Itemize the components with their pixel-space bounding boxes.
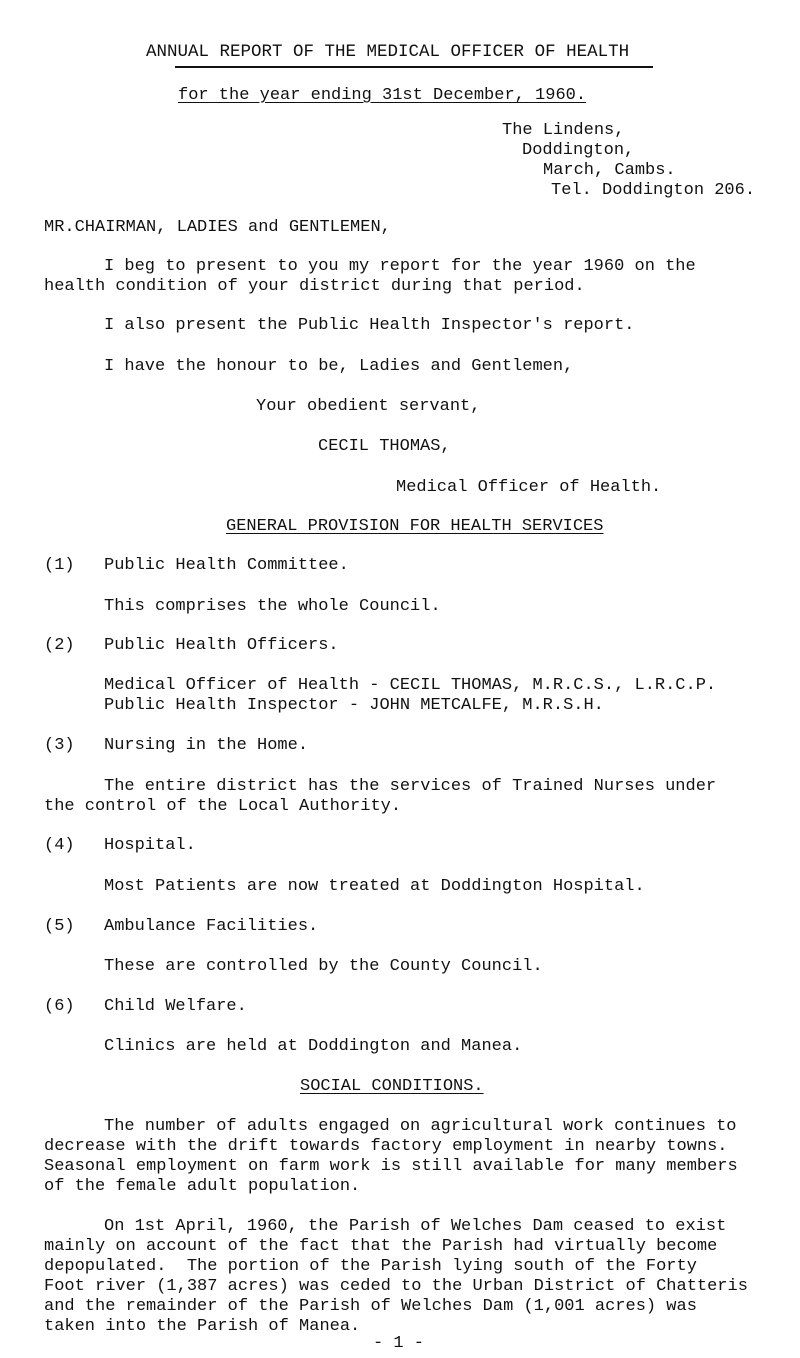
body-paragraph: of the female adult population. xyxy=(44,1177,361,1196)
item-title: Hospital. xyxy=(104,836,196,855)
body-paragraph: decrease with the drift towards factory employment in nearby towns. xyxy=(44,1137,728,1156)
item-number: (4) xyxy=(44,836,75,855)
signature-position: Medical Officer of Health. xyxy=(396,478,662,497)
item-body: Medical Officer of Health - CECIL THOMAS, M.R.C.S., L.R.C.P. xyxy=(104,676,717,695)
body-paragraph: mainly on account of the fact that the Parish had virtually become xyxy=(44,1237,718,1256)
body-paragraph: Foot river (1,387 acres) was ceded to the Urban District of Chatteris xyxy=(44,1277,748,1296)
item-number: (5) xyxy=(44,917,75,936)
section-heading: GENERAL PROVISION FOR HEALTH SERVICES xyxy=(226,517,604,536)
letter-paragraph: health condition of your district during that period. xyxy=(44,277,585,296)
letter-paragraph: I beg to present to you my report for the year 1960 on the xyxy=(104,257,696,276)
body-paragraph: Seasonal employment on farm work is still available for many members xyxy=(44,1157,738,1176)
letter-paragraph: I also present the Public Health Inspector's report. xyxy=(104,316,635,335)
address-line: Tel. Doddington 206. xyxy=(551,181,756,200)
item-body: This comprises the whole Council. xyxy=(104,597,441,616)
page-number: - 1 - xyxy=(373,1334,425,1353)
item-body: the control of the Local Authority. xyxy=(44,797,402,816)
address-line: Doddington, xyxy=(522,141,635,160)
item-number: (3) xyxy=(44,736,75,755)
item-number: (2) xyxy=(44,636,75,655)
item-body: These are controlled by the County Council. xyxy=(104,957,543,976)
body-paragraph: On 1st April, 1960, the Parish of Welches Dam ceased to exist xyxy=(104,1217,727,1236)
body-paragraph: depopulated. The portion of the Parish lying south of the Forty xyxy=(44,1257,697,1276)
item-body: Public Health Inspector - JOHN METCALFE, M.R.S.H. xyxy=(104,696,604,715)
address-line: The Lindens, xyxy=(502,121,625,140)
item-body: The entire district has the services of Trained Nurses under xyxy=(104,777,717,796)
item-title: Child Welfare. xyxy=(104,997,247,1016)
item-title: Public Health Officers. xyxy=(104,636,339,655)
item-body: Clinics are held at Doddington and Manea. xyxy=(104,1037,523,1056)
item-title: Nursing in the Home. xyxy=(104,736,309,755)
signature-name: CECIL THOMAS, xyxy=(318,437,451,456)
body-paragraph: and the remainder of the Parish of Welches Dam (1,001 acres) was xyxy=(44,1297,697,1316)
item-title: Public Health Committee. xyxy=(104,556,349,575)
section-heading: SOCIAL CONDITIONS. xyxy=(300,1077,484,1096)
body-paragraph: The number of adults engaged on agricultural work continues to xyxy=(104,1117,737,1136)
item-number: (6) xyxy=(44,997,75,1016)
address-line: March, Cambs. xyxy=(543,161,676,180)
item-body: Most Patients are now treated at Doddington Hospital. xyxy=(104,877,645,896)
report-subtitle: for the year ending 31st December, 1960. xyxy=(178,86,587,105)
item-title: Ambulance Facilities. xyxy=(104,917,319,936)
body-paragraph: taken into the Parish of Manea. xyxy=(44,1317,361,1336)
item-number: (1) xyxy=(44,556,75,575)
letter-closing: Your obedient servant, xyxy=(256,397,481,416)
report-title: ANNUAL REPORT OF THE MEDICAL OFFICER OF HEALTH xyxy=(146,42,630,62)
salutation: MR.CHAIRMAN, LADIES and GENTLEMEN, xyxy=(44,218,391,237)
title-rule xyxy=(175,66,653,68)
letter-paragraph: I have the honour to be, Ladies and Gentlemen, xyxy=(104,357,574,376)
